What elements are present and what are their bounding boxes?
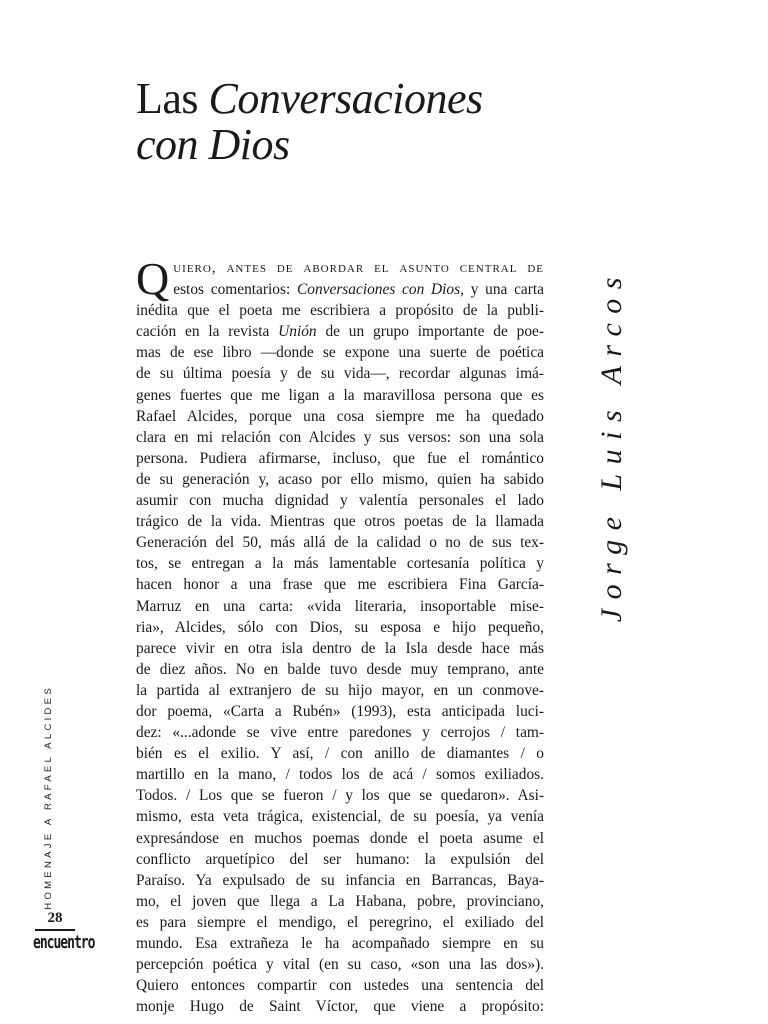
page-number-rule (35, 929, 75, 931)
body-line: genes fuertes que me ligan a la maravillosa persona que es (136, 386, 544, 404)
body-line: de diez años. No en balde tuvo desde muy temprano, ante (136, 660, 544, 678)
body-line: cación en la revista Unión de un grupo importante de poe- (136, 323, 544, 341)
body-line: estos comentarios: Conversaciones con Dios, y una carta (173, 281, 544, 299)
body-line: dez: «...adonde se vive entre paredones y cerrojos / tam- (136, 724, 544, 742)
body-line: ria», Alcides, sólo con Dios, su esposa e hijo pequeño, (136, 618, 544, 636)
body-line: hacen honor a una frase que me escribiera Fina García- (136, 576, 544, 594)
body-line: bién es el exilio. Y así, / con anillo de diamantes / o (136, 745, 544, 763)
body-line: Generación del 50, más allá de la calidad o no de sus tex- (136, 534, 544, 552)
article-body (136, 253, 544, 1017)
body-line: parece vivir en otra isla dentro de la Isla desde hace más (136, 639, 544, 657)
body-line: Quiero entonces compartir con ustedes una sentencia del (136, 977, 544, 995)
body-line: asumir con mucha dignidad y valentía personales el lado (136, 492, 544, 510)
title-plain: Las (136, 74, 209, 123)
body-line: Todos. / Los que se fueron / y los que se quedaron». Asi- (136, 787, 544, 805)
body-line: mo, el joven que llega a La Habana, pobre, provinciano, (136, 892, 544, 910)
body-line: inédita que el poeta me escribiera a propósito de la publi- (136, 302, 544, 320)
running-head (42, 685, 70, 910)
running-head-text: HOMENAJE A RAFAEL ALCIDES (43, 685, 54, 910)
body-line: Rafael Alcides, porque una cosa siempre me ha quedado (136, 407, 544, 425)
magazine-logo: encuentro (33, 933, 95, 954)
body-line: conflicto arquetípico del ser humano: la expulsión del (136, 850, 544, 868)
body-line: clara en mi relación con Alcides y sus versos: son una sola (136, 428, 544, 446)
body-line: monje Hugo de Saint Víctor, que viene a propósito: (136, 998, 544, 1016)
body-line: tos, se entregan a la más lamentable cortesanía política y (136, 555, 544, 573)
body-line: de su última poesía y de su vida—, recordar algunas imá- (136, 365, 544, 383)
body-line: la partida al extranjero de su hijo mayor, en un conmove- (136, 681, 544, 699)
article-title (136, 76, 556, 168)
body-line: mismo, esta veta trágica, existencial, de su poesía, ya venía (136, 808, 544, 826)
body-line: persona. Pudiera afirmarse, incluso, que fue el romántico (136, 449, 544, 467)
body-line: Paraíso. Ya expulsado de su infancia en Barrancas, Baya- (136, 871, 544, 889)
title-italic-conversaciones: Conversaciones (208, 74, 483, 123)
title-italic-con-dios: con Dios (136, 120, 290, 169)
body-line: es para siempre el mendigo, el peregrino, el exiliado del (136, 913, 544, 931)
drop-cap: Q (136, 253, 170, 304)
body-line: dor poema, «Carta a Rubén» (1993), esta anticipada luci- (136, 702, 544, 720)
body-line: percepción poética y vital (en su caso, «son una las dos»). (136, 956, 544, 974)
body-line: uiero, antes de abordar el asunto central de (173, 260, 544, 276)
body-lines (136, 342, 544, 1017)
author-name: Jorge Luis Arcos (595, 268, 628, 623)
page-number: 28 (47, 910, 63, 926)
body-line: mas de ese libro —donde se expone una suerte de poética (136, 344, 544, 362)
body-line: martillo en la mano, / todos los de acá / somos exiliados. (136, 766, 544, 784)
body-line: trágico de la vida. Mientras que otros poetas de la llamada (136, 513, 544, 531)
body-line: Marruz en una carta: «vida literaria, insoportable mise- (136, 597, 544, 615)
author-byline (595, 268, 635, 623)
body-line: mundo. Esa extrañeza le ha acompañado siempre en su (136, 935, 544, 952)
body-line: de su generación y, acaso por ello mismo, quien ha sabido (136, 470, 544, 488)
body-line: expresándose en muchos poemas donde el poeta asume el (136, 829, 544, 847)
